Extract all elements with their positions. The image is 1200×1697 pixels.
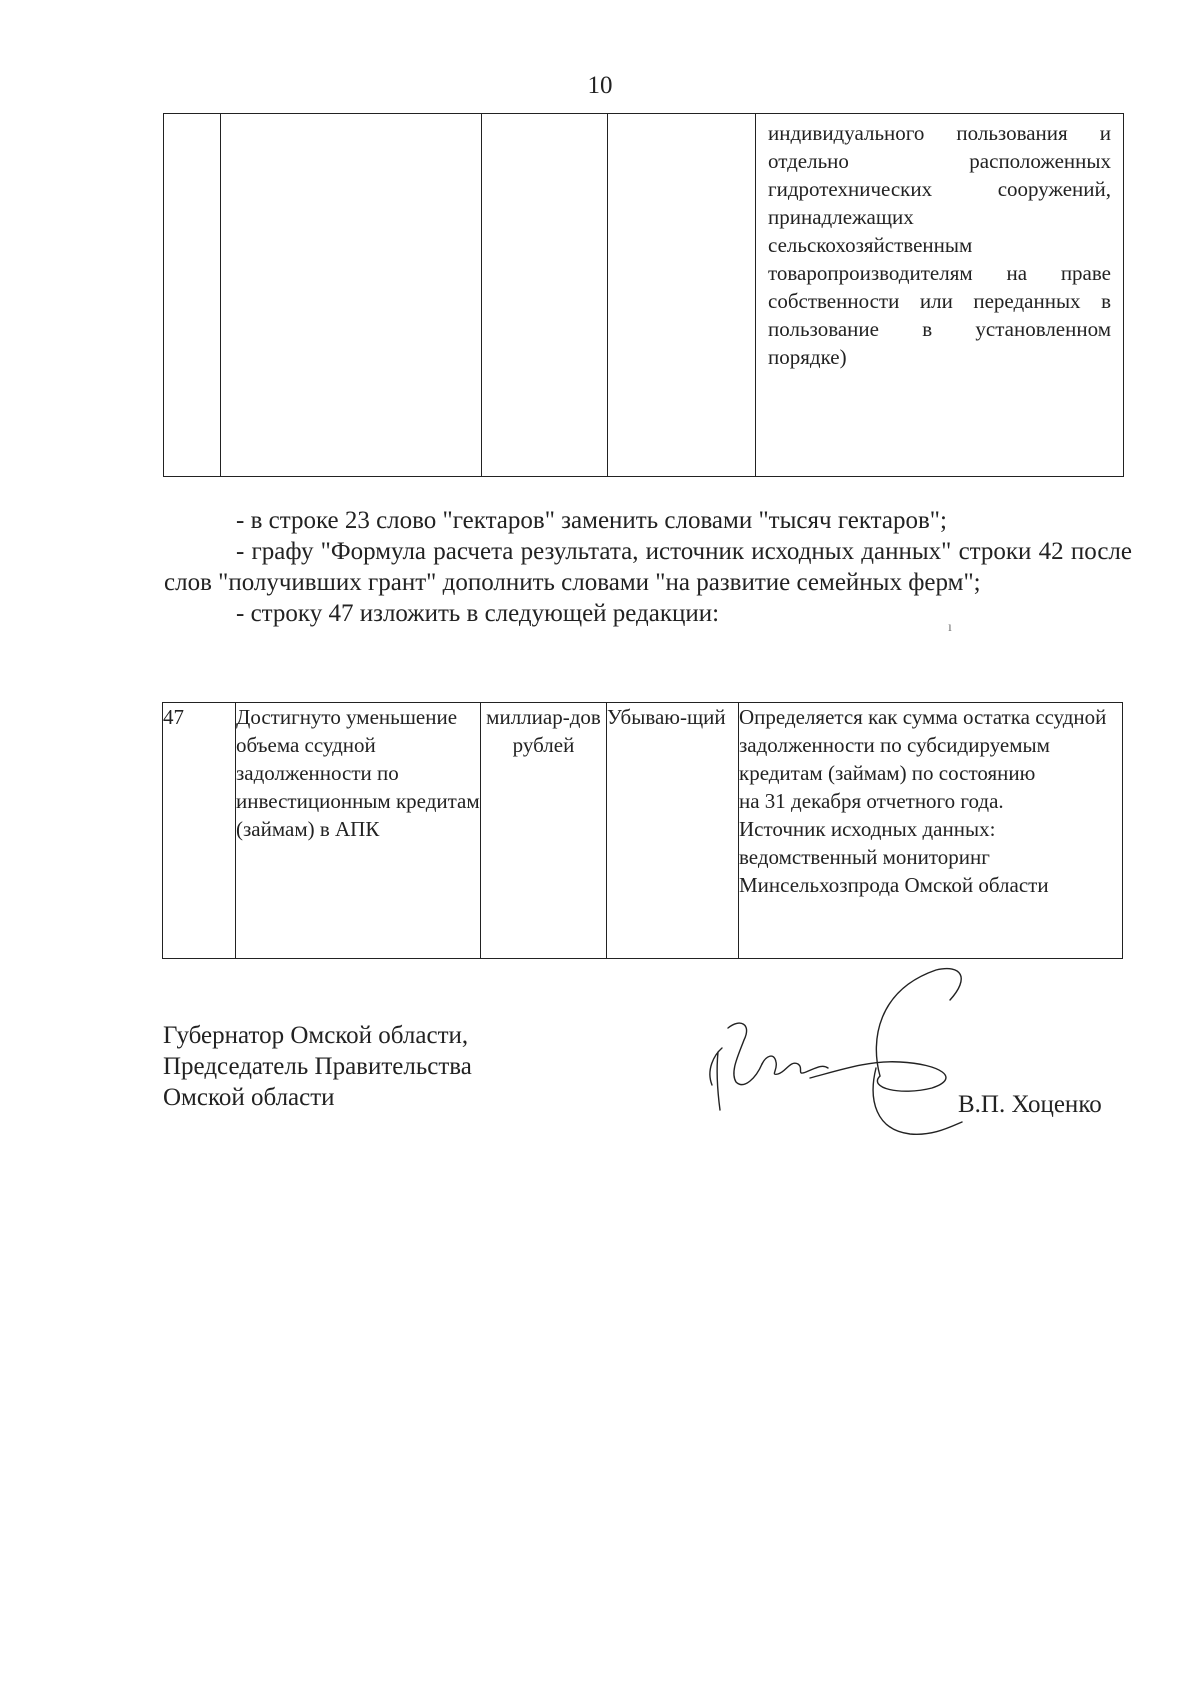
- formula-text-2: на 31 декабря отчетного года.: [739, 789, 1004, 813]
- amendment-item: - в строке 23 слово "гектаров" заменить словами "тысяч гектаров";: [236, 507, 947, 534]
- continuation-cell-text: индивидуального пользования и отдельно расположенных гидротехнических сооружений, принадлежащих сельскохозяйственным товаропроизводителям на праве собственности или переданных в пользование в установленном порядке): [768, 121, 1111, 369]
- signatory-line: Губернатор Омской области,: [163, 1022, 469, 1049]
- continuation-table: [163, 113, 1124, 477]
- signatory-name: В.П. Хоценко: [958, 1091, 1102, 1118]
- row-number: 47: [163, 705, 184, 729]
- table-cell: [482, 114, 608, 477]
- formula-text-1: Определяется как сумма остатка ссудной задолженности по субсидируемым кредитам (займам) по состоянию: [739, 705, 1107, 785]
- signatory-line: Омской области: [163, 1084, 335, 1111]
- table-row: [164, 114, 1124, 477]
- table-cell: [221, 114, 482, 477]
- signatory-title: [163, 1020, 472, 1113]
- stray-mark: ı: [948, 620, 952, 635]
- page-number: 10: [587, 72, 613, 99]
- table-cell: [608, 114, 756, 477]
- amendments-text: [164, 505, 1132, 629]
- indicator-type: Убываю-щий: [607, 705, 726, 729]
- indicator-unit: миллиар-дов рублей: [486, 705, 601, 757]
- type-cell: [607, 703, 739, 959]
- amendment-item: - графу "Формула расчета результата, источник исходных данных" строки 42 после слов "получивших грант" дополнить словами "на развитие семейных ферм";: [164, 538, 1132, 596]
- table-row: [163, 703, 1123, 959]
- indicator-name-cell: [236, 703, 481, 959]
- row-47-table: [162, 702, 1123, 959]
- table-cell: [756, 114, 1124, 477]
- formula-cell: [739, 703, 1123, 959]
- table-cell: [164, 114, 221, 477]
- formula-text-3: Источник исходных данных: ведомственный мониторинг Минсельхозпрода Омской области: [739, 817, 1049, 897]
- signatory-line: Председатель Правительства: [163, 1053, 472, 1080]
- row-number-cell: [163, 703, 236, 959]
- unit-cell: [481, 703, 607, 959]
- indicator-name: Достигнуто уменьшение объема ссудной задолженности по инвестиционным кредитам (займам) в АПК: [236, 705, 480, 841]
- amendment-item: - строку 47 изложить в следующей редакции:: [236, 600, 720, 627]
